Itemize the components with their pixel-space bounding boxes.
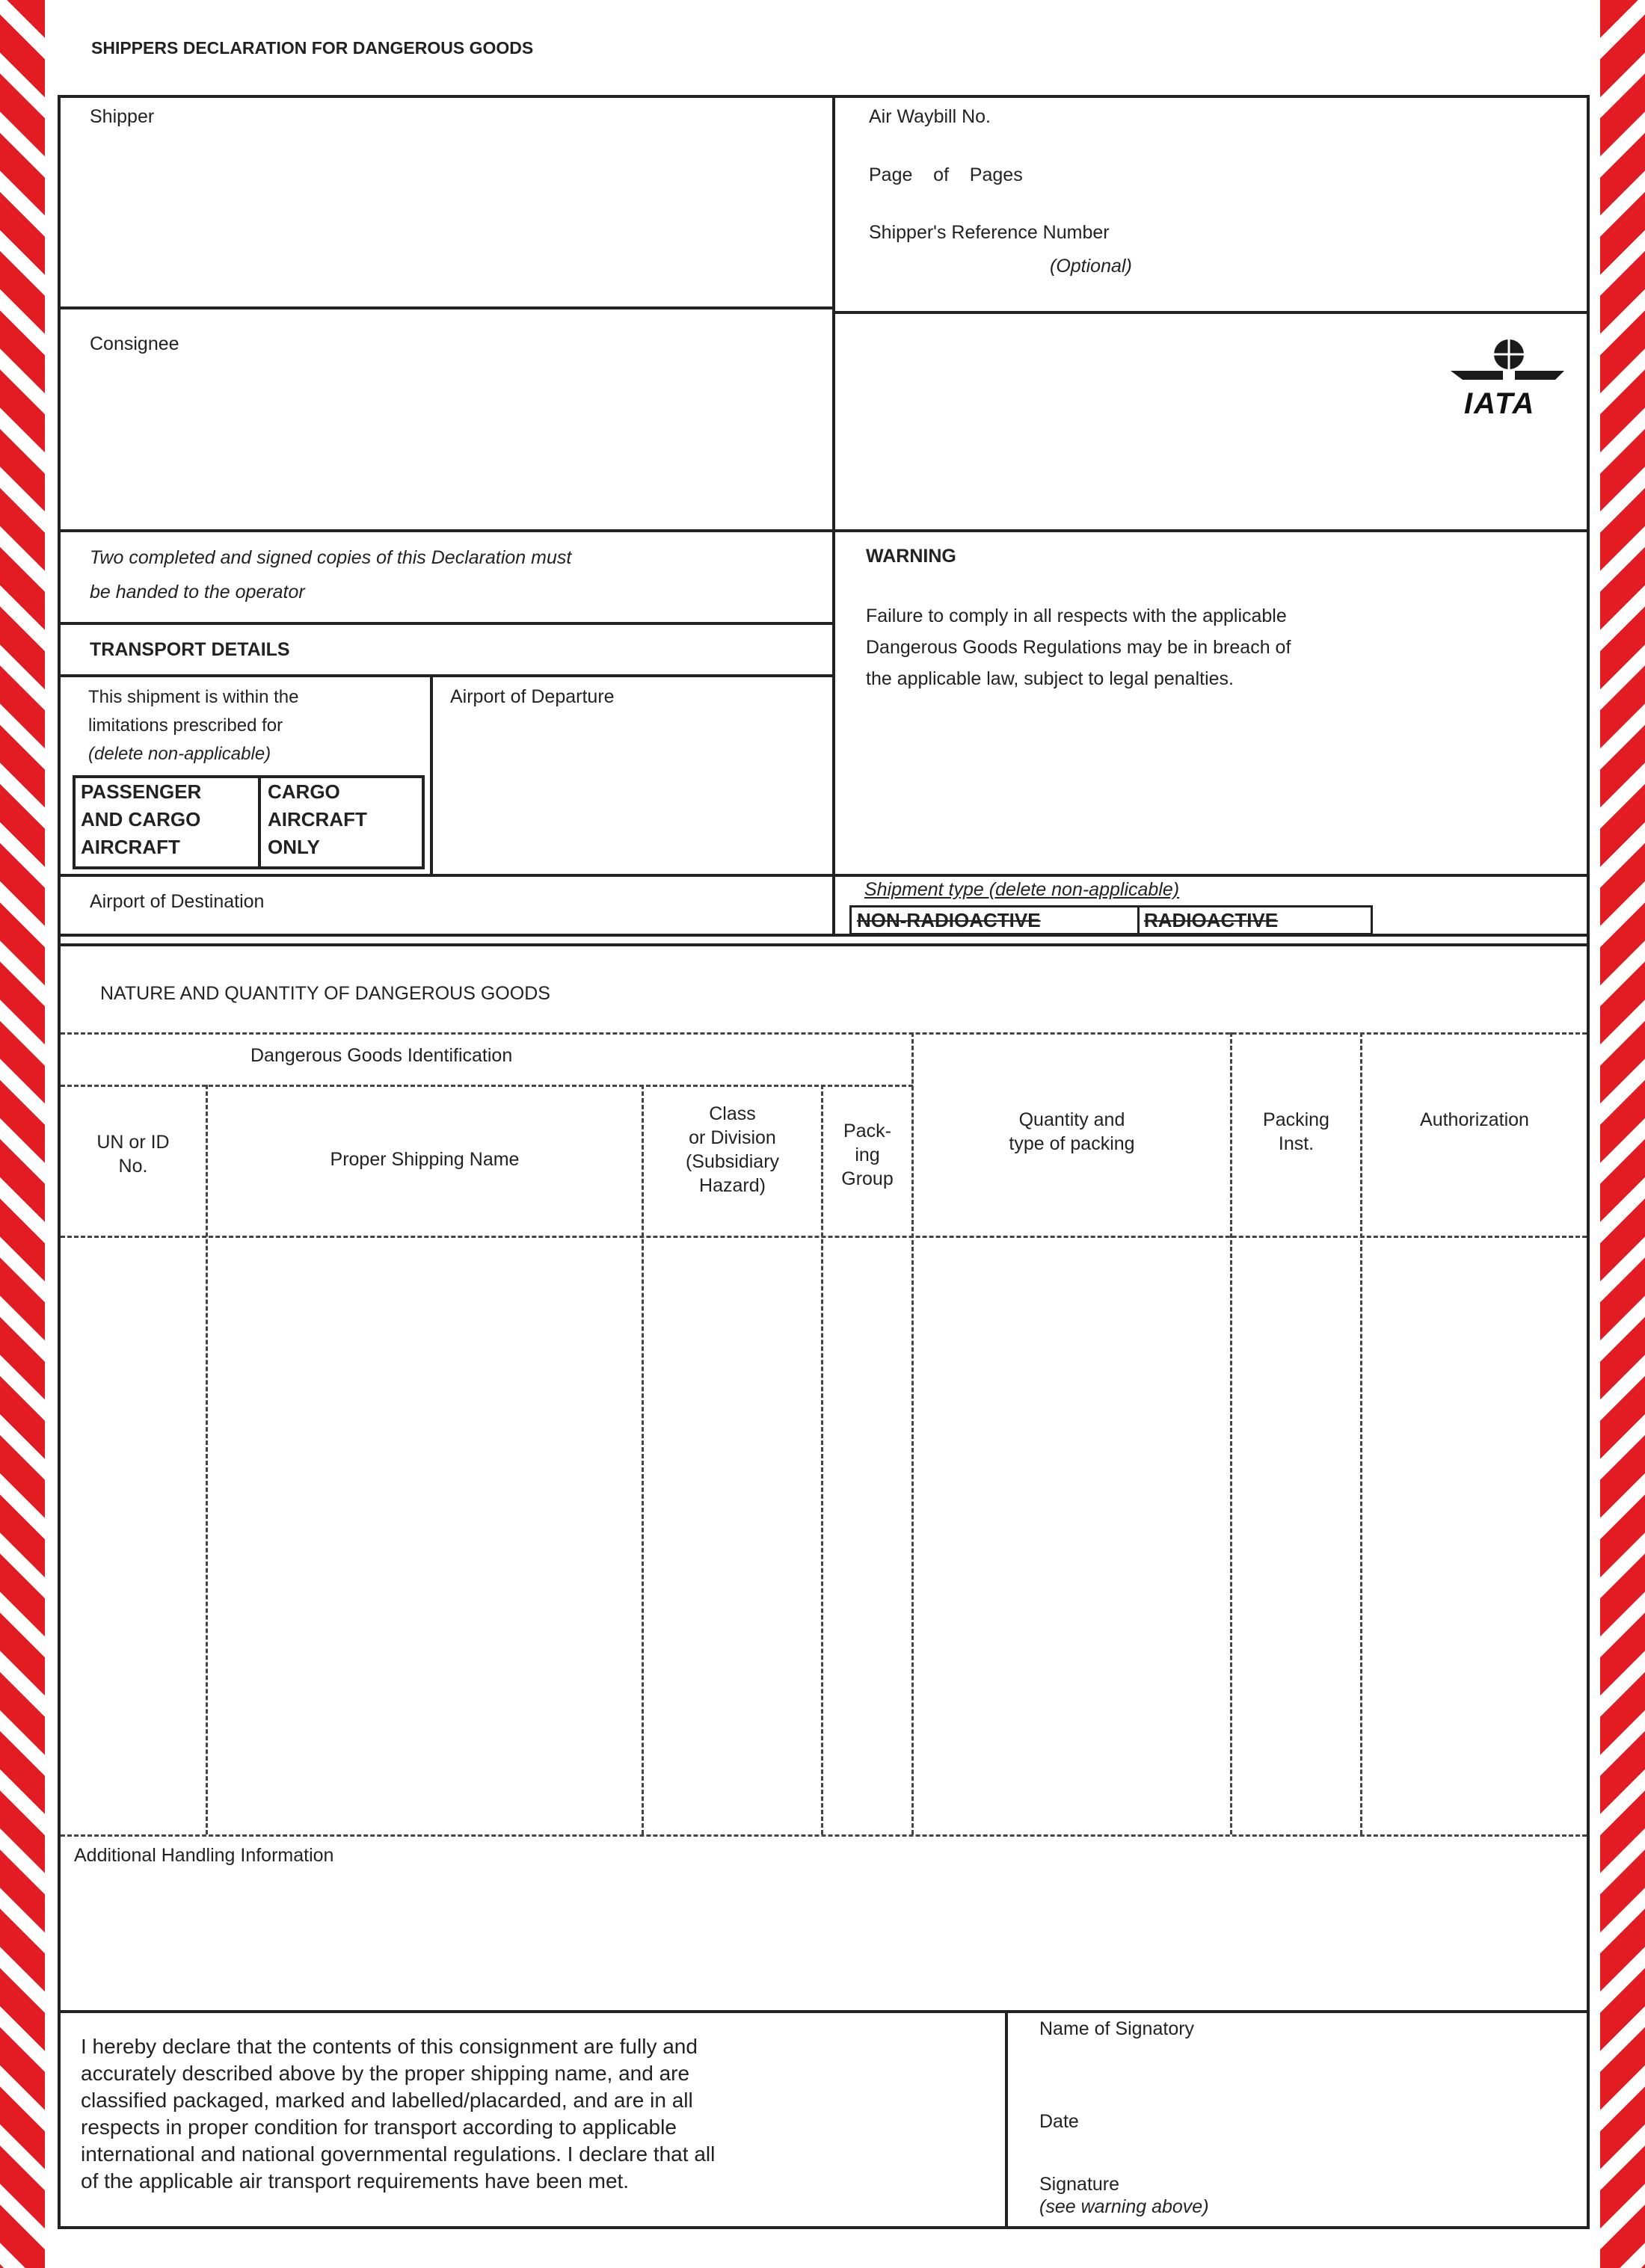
class-division-header (644, 1102, 821, 1198)
name-of-signatory-field[interactable] (1039, 2044, 1578, 2089)
see-warning-note: (see warning above) (1039, 2196, 1209, 2217)
date-label: Date (1039, 2111, 1079, 2132)
left-hazard-border (0, 0, 45, 2268)
warning-line3: the applicable law, subject to legal penalties. (866, 668, 1234, 689)
goods-entry-area[interactable] (61, 1241, 1587, 1831)
packing-group-line1: Pack- (843, 1121, 891, 1141)
un-id-header-line2: No. (118, 1156, 148, 1177)
cargo-line1: CARGO (268, 780, 340, 803)
un-id-header (61, 1130, 206, 1178)
proper-shipping-name-header: Proper Shipping Name (330, 1149, 520, 1170)
packing-group-line2: ing (855, 1144, 880, 1165)
additional-handling-field[interactable] (63, 1873, 1584, 2007)
packing-inst-header (1232, 1108, 1360, 1156)
limitations-line2: limitations prescribed for (88, 715, 283, 736)
declaration-line5: international and national governmental regulations. I declare that all (81, 2142, 716, 2166)
declaration-line2: accurately described above by the proper shipping name, and are (81, 2062, 690, 2085)
authorization-header: Authorization (1420, 1109, 1529, 1130)
limitations-line1: This shipment is within the (88, 687, 299, 707)
airport-of-departure-label: Airport of Departure (450, 686, 615, 707)
form-title: SHIPPERS DECLARATION FOR DANGEROUS GOODS (91, 38, 534, 58)
goods-section-heading: NATURE AND QUANTITY OF DANGEROUS GOODS (100, 983, 550, 1004)
warning-line2: Dangerous Goods Regulations may be in breach of (866, 637, 1291, 658)
declaration-line6: of the applicable air transport requirements have been met. (81, 2169, 630, 2192)
declaration-line1: I hereby declare that the contents of this consignment are fully and (81, 2035, 698, 2058)
passenger-cargo-aircraft-option[interactable] (81, 778, 254, 866)
airport-of-destination-label: Airport of Destination (90, 891, 265, 912)
iata-logo-text: IATA (1464, 387, 1536, 420)
quantity-header-line1: Quantity and (1018, 1109, 1125, 1130)
dg-identification-heading: Dangerous Goods Identification (250, 1045, 513, 1066)
right-hazard-border (1600, 0, 1645, 2268)
copies-notice-line1: Two completed and signed copies of this Declaration must (90, 547, 572, 568)
additional-handling-label: Additional Handling Information (74, 1845, 334, 1866)
passenger-line3: AIRCRAFT (81, 836, 180, 858)
quantity-header-line2: type of packing (1009, 1133, 1135, 1154)
date-field[interactable] (1099, 2102, 1578, 2139)
name-of-signatory-label: Name of Signatory (1039, 2018, 1195, 2039)
signature-label: Signature (1039, 2174, 1120, 2195)
declaration-line3: classified packaged, marked and labelled/placarded, and are in all (81, 2089, 693, 2112)
quantity-packing-header (914, 1108, 1230, 1156)
packing-group-header (823, 1119, 911, 1191)
cargo-line2: AIRCRAFT (268, 808, 367, 831)
warning-line1: Failure to comply in all respects with the applicable (866, 605, 1287, 626)
radioactive-option[interactable]: RADIOACTIVE (1144, 909, 1279, 931)
declaration-line4: respects in proper condition for transport according to applicable (81, 2116, 677, 2139)
air-waybill-label: Air Waybill No. (869, 106, 991, 127)
signature-field[interactable] (1166, 2153, 1578, 2220)
packing-group-line3: Group (841, 1168, 894, 1189)
un-id-header-line1: UN or ID (96, 1132, 170, 1153)
shipment-type-label: Shipment type (delete non-applicable) (864, 879, 1180, 900)
class-header-line2: or Division (689, 1127, 776, 1148)
passenger-line1: PASSENGER (81, 780, 202, 803)
passenger-line2: AND CARGO (81, 808, 201, 831)
copies-notice-line2: be handed to the operator (90, 582, 305, 603)
airport-of-departure-field[interactable] (437, 715, 827, 868)
iata-logo (1448, 338, 1567, 428)
class-header-line1: Class (709, 1103, 756, 1124)
non-radioactive-option[interactable]: NON-RADIOACTIVE (857, 909, 1041, 931)
shipper-label: Shipper (90, 106, 155, 127)
consignee-label: Consignee (90, 333, 179, 354)
class-header-line4: Hazard) (699, 1175, 766, 1196)
warning-heading: WARNING (866, 546, 956, 567)
shippers-reference-label: Shipper's Reference Number (869, 222, 1110, 243)
packing-inst-line1: Packing (1263, 1109, 1329, 1130)
airport-of-destination-field[interactable] (374, 881, 826, 930)
delete-non-applicable-note: (delete non-applicable) (88, 744, 271, 764)
shipper-field[interactable] (63, 135, 825, 299)
consignee-field[interactable] (63, 359, 825, 523)
optional-note: (Optional) (1050, 256, 1132, 277)
page-of-pages-label: Page of Pages (869, 164, 1023, 185)
cargo-line3: ONLY (268, 836, 320, 858)
transport-details-heading: TRANSPORT DETAILS (90, 639, 290, 660)
class-header-line3: (Subsidiary (685, 1151, 780, 1172)
packing-inst-line2: Inst. (1278, 1133, 1315, 1154)
cargo-aircraft-only-option[interactable] (268, 778, 421, 866)
